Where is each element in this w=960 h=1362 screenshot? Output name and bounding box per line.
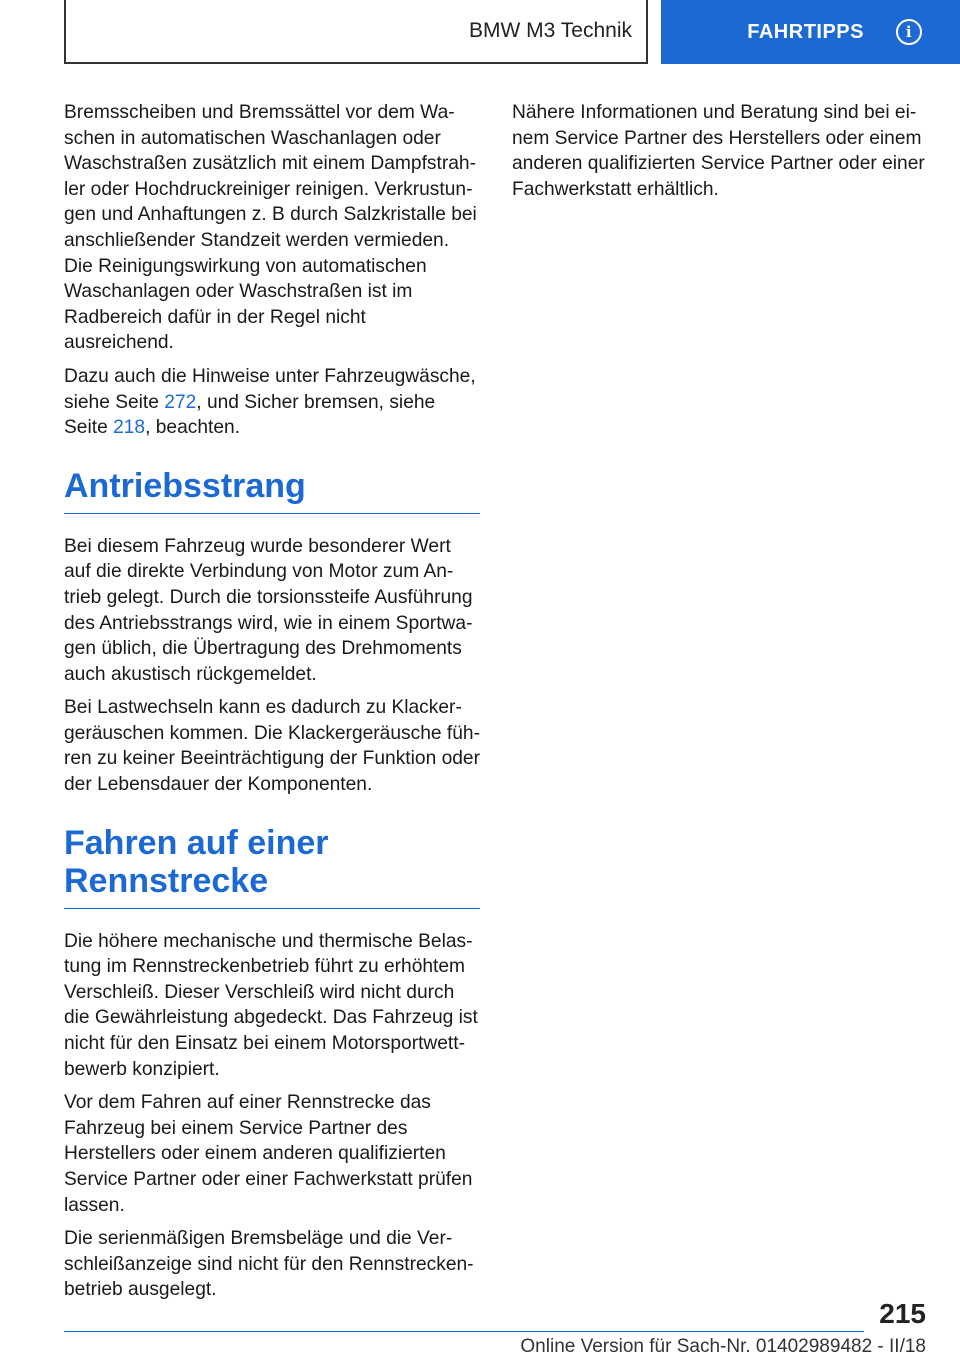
footer-divider	[64, 1331, 864, 1332]
paragraph: Die serienmäßigen Bremsbeläge und die Verschleißanzeige sind nicht für den Rennstreckenbetrieb ausgelegt.	[64, 1228, 474, 1301]
section-heading-antriebsstrang: Antriebsstrang	[64, 467, 480, 514]
section-heading-rennstrecke	[64, 824, 480, 909]
section-label: FAHRTIPPS	[747, 20, 864, 43]
left-column	[64, 100, 480, 1311]
footer-text: Online Version für Sach-Nr. 01402989482 - II/18	[520, 1336, 926, 1357]
header-doc-title	[64, 0, 648, 64]
paragraph: Nähere Informationen und Beratung sind bei einem Service Partner des Herstellers oder einem anderen qualifizierten Service Partner oder einer Fachwerkstatt erhältlich.	[512, 102, 925, 200]
page-link-272[interactable]: 272	[164, 391, 197, 413]
doc-title: BMW M3 Technik	[469, 19, 632, 42]
info-icon: i	[896, 19, 922, 45]
page-number: 215	[879, 1298, 926, 1329]
page-link-218[interactable]: 218	[113, 417, 146, 439]
text-run: , beachten.	[145, 417, 241, 439]
paragraph: Bei diesem Fahrzeug wurde besonderer Wert auf die direkte Verbindung von Motor zum Antrieb gelegt. Durch die torsionssteife Ausführung des Antriebsstrangs wird, wie in einem Sportwagen üblich, die Übertragung des Drehmoments auch akustisch rückgemeldet.	[64, 535, 473, 685]
paragraph: Bremsscheiben und Bremssättel vor dem Waschen in automatischen Waschanlagen oder Waschstraßen zusätzlich mit einem Dampfstrahler oder Hochdruckreiniger reinigen. Verkrustungen und Anhaftungen z. B durch Salzkristalle bei anschließender Standzeit werden vermieden. Die Reinigungswirkung von automatischen Waschanlagen oder Waschstraßen ist im Radbereich dafür in der Regel nicht ausreichend.	[64, 102, 477, 354]
text-run: , und Sicher bremsen, siehe Seite	[64, 391, 436, 439]
heading-line: Rennstrecke	[64, 861, 269, 900]
paragraph: Bei Lastwechseln kann es dadurch zu Klackergeräuschen kommen. Die Klackergeräusche führen zu keiner Beeinträchtigung der Funktion oder der Lebensdauer der Komponenten.	[64, 697, 480, 796]
paragraph: Vor dem Fahren auf einer Rennstrecke das Fahrzeug bei einem Service Partner des Herstellers oder einem anderen qualifizierten Service Partner oder einer Fachwerkstatt prüfen lassen.	[64, 1092, 473, 1216]
heading-line: Fahren auf einer	[64, 823, 329, 862]
right-column	[512, 100, 928, 210]
paragraph	[64, 364, 480, 441]
text-run: Dazu auch die Hinweise unter Fahrzeugwäsche, siehe Seite	[64, 365, 476, 413]
paragraph: Die höhere mechanische und thermische Belastung im Rennstreckenbetrieb führt zu erhöhtem Verschleiß. Dieser Verschleiß wird nicht durch die Gewährleistung abgedeckt. Das Fahrzeug ist nicht für den Einsatz bei einem Motorsportwettbewerb konzipiert.	[64, 930, 478, 1080]
header-section-tab[interactable]	[661, 0, 960, 64]
